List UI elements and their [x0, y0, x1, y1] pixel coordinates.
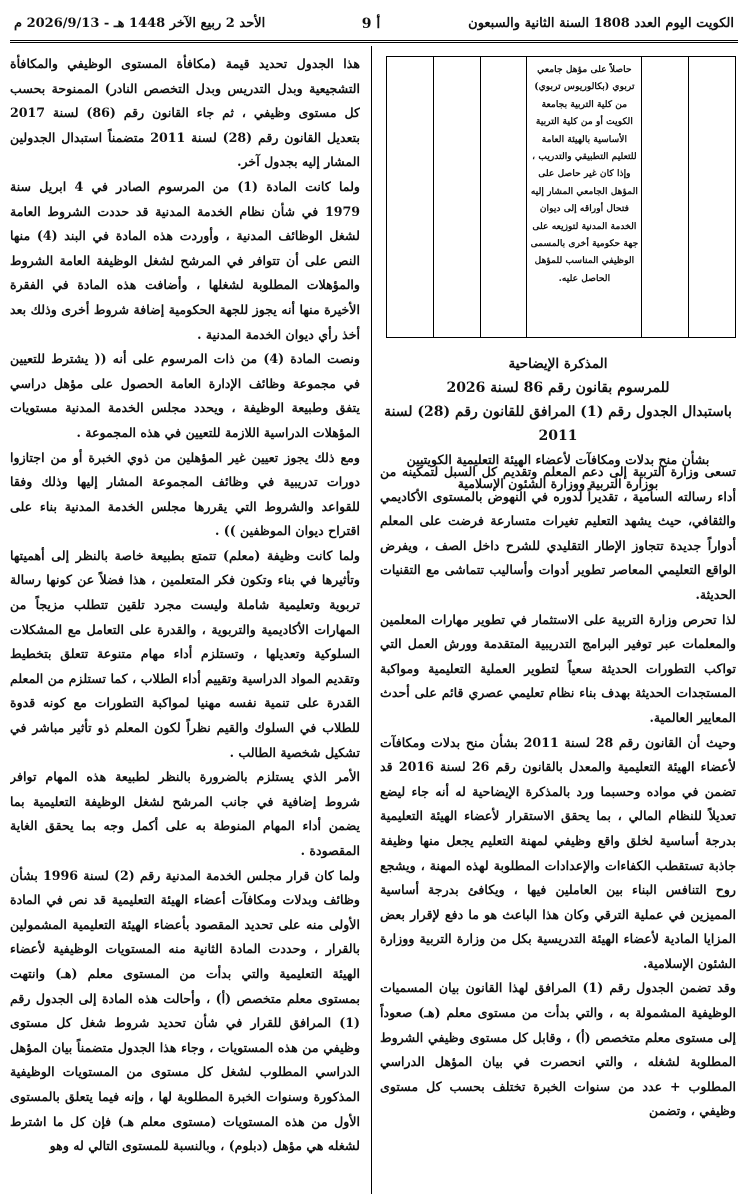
- table-cell: [689, 57, 736, 338]
- memo-law-title-1: باستبدال الجدول رقم (1) المرافق للقانون رقم (28) لسنة 2011: [384, 404, 732, 444]
- paragraph: لذا تحرص وزارة التربية على الاستثمار في تطوير مهارات المعلمين والمعلمات عبر توفير البرامج التدريبية المتقدمة وورش العمل التي تواكب التطورات الحديثة سعياً لتطوير العملية التعليمية ومواكبة المستجدات الحديثة بهدف بناء نظام تعليمي عصري قائم على أحدث المعايير العالمية.: [380, 611, 736, 725]
- paragraph: وقد تضمن الجدول رقم (1) المرافق لهذا القانون بيان المسميات الوظيفية المشمولة به ، والتي بدأت من مستوى معلم (هـ) صعوداً إلى مستوى معلم متخصص (أ) ، وقابل كل مستوى وظيفي الشروط المطلوبة لشغله ، والتي انحصرت في بيان المؤهل الدراسي المطلوب + عدد من سنوات الخبرة تختلف بحسب كل مستوى وظيفي ، وتضمن: [380, 980, 736, 1119]
- table-cell: [642, 57, 689, 338]
- page-header: [0, 0, 748, 44]
- table-cell: [387, 57, 434, 338]
- qualifications-table: [386, 56, 736, 338]
- right-column: [380, 52, 736, 1192]
- paragraph: ولما كان قرار مجلس الخدمة المدنية رقم (2) لسنة 1996 بشأن وظائف وبدلات ومكافآت أعضاء الهيئة التعليمية قد نص في المادة الأولى منه على تحديد المقصود بأعضاء الهيئة التعليمية المشمولين بالقرار ، وحددت المادة الثانية منه المستويات الوظيفية لأعضاء الهيئة التعليمية والتي بدأت من المستوى معلم (هـ) وانتهت بمستوى معلم متخصص (أ) ، وأحالت هذه المادة إلى الجدول رقم (1) المرافق للقرار في شأن تحديد شروط شغل كل مستوى وظيفي من هذه المستويات ، وجاء هذا الجدول متضمناً بيان المؤهل الدراسي المطلوب لشغل كل مستوى من المستويات الوظيفية المذكورة وسنوات الخبرة المطلوبة لها ، وإنه فيما يتعلق بالمستوى الأول من هذه المستويات (مستوى معلم هـ) فإن كل ما اشترط لشغله هي مؤهل (دبلوم) ، وبالنسبة للمستوى التالي له وهو: [10, 867, 360, 1154]
- paragraph: ولما كانت وظيفة (معلم) تتمتع بطبيعة خاصة بالنظر إلى أهميتها وتأثيرها في بناء وتكون فكر المتعلمين ، هذا فضلاً عن كونها رسالة تربوية وتعليمية شاملة وليست مجرد تلقين تتطلب مزيجاً من المهارات الأكاديمية والتربوية ، والقدرة على التعامل مع المشكلات السلوكية وتعديلها ، وتستلزم أداء مهام متنوعة تتعلق بتخطيط وتقديم المواد الدراسية وتقييم أداء الطلاب ، كما تستلزم من المعلم القدرة على تنمية نفسه مهنيا لمواكبة التطورات مع كونه قدوة للطلاب في السلوك والقيم نظراً لكون المعلم ذو تأثير مباشر في تشكيل شخصية الطالب .: [10, 547, 360, 760]
- memo-law-title-2: بشأن منح بدلات ومكافآت لأعضاء الهيئة التعليمية الكويتيين: [406, 452, 710, 467]
- table-cell: [433, 57, 480, 338]
- memo-body: [380, 460, 736, 1124]
- qualification-cell: حاصلاً على مؤهل جامعي تربوي (بكالوريوس تربوي) من كلية التربية بجامعة الكويت أو من كلية التربية الأساسية بالهيئة العامة للتعليم التطبيقي والتدريب ، وإذا كان غير حاصل على المؤهل الجامعي المشار إليه فتحال أوراقه إلى ديوان الخدمة المدنية لتوزيعه على جهة حكومية أخرى بالمسمى الوظيفي المناسب للمؤهل الحاصل عليه.: [527, 57, 642, 338]
- memo-law-title-3: بوزارة التربية ووزارة الشئون الإسلامية: [457, 476, 659, 491]
- newspaper-issue-info: الكويت اليوم العدد 1808 السنة الثانية والسبعون: [468, 16, 734, 31]
- issue-date: الأحد 2 ربيع الآخر 1448 هـ - 2026/9/13 م: [14, 16, 266, 31]
- table-cell: [480, 57, 527, 338]
- paragraph: وحيث أن القانون رقم 28 لسنة 2011 بشأن منح بدلات ومكافآت لأعضاء الهيئة التعليمية والمعدل بالقانون رقم 26 لسنة 2016 قد تضمن في مواده وحسبما ورد بالمذكرة الإيضاحية له أنه جاء ليضع تعديلاً للنظام المالي ، بما يحقق الاستقرار لأعضاء الهيئة التعليمية بدرجة أساسية لخلق واقع وظيفي لمهنة التعليم يجعل منها وظيفة جاذبة تستقطب الكفاءات والإعدادات المطلوبة لهذه المهنة ، ويشجع روح التنافس البناء بين العاملين فيها ، ويكافئ بدرجة أساسية المميزين في عملية الترقي وكان هذا الباعث هو ما دفع لإقرار بعض المزايا المادية لأعضاء الهيئة التدريسية بكل من وزارة التربية ووزارة الشئون الإسلامية.: [380, 734, 736, 971]
- table-row: [387, 57, 736, 338]
- paragraph: ونصت المادة (4) من ذات المرسوم على أنه (( يشترط للتعيين في مجموعة وظائف الإدارة العامة الحصول على مؤهل دراسي يتفق وطبيعة الوظيفة ، ويحدد مجلس الخدمة المدنية مستويات المؤهلات الدراسية اللازمة للتعيين في هذه المجموعة .: [10, 351, 360, 440]
- paragraph: الأمر الذي يستلزم بالضرورة بالنظر لطبيعة هذه المهام توافر شروط إضافية في جانب المرشح لشغل الوظيفة التعليمية بما يضمن أداء المهام المنوطة به على أكمل وجه بما يحقق الغاية المقصودة .: [10, 769, 360, 858]
- paragraph: ومع ذلك يجوز تعيين غير المؤهلين من ذوي الخبرة أو من اجتازوا دورات تدريبية في وظائف المجموعة المشار إليها وذلك وفقا للقواعد والشروط التي يقررها مجلس الخدمة المدنية بناء على اقتراح ديوان الموظفين )) .: [10, 449, 360, 539]
- header-rule: [10, 40, 738, 43]
- paragraph: هذا الجدول تحديد قيمة (مكافأة المستوى الوظيفي والمكافأة التشجيعية وبدل التدريس وبدل التخصص النادر) الممنوحة بحسب كل مستوى وظيفي ، ثم جاء القانون رقم (86) لسنة 2017 بتعديل القانون رقم (28) لسنة 2011 متضمناً استبدال الجدولين المشار إليه بجدول آخر.: [10, 56, 360, 170]
- page-number: أ 9: [361, 16, 381, 32]
- left-column: [10, 52, 360, 1192]
- paragraph: تسعى وزارة التربية إلى دعم المعلم وتقديم كل السبل لتمكينه من أداء رسالته السامية ، تقديراً لدوره في النهوض بالمستوى الأكاديمي والثقافي، حيث يشهد التعليم تغيرات متسارعة فرضت على المعلم أدواراً جديدة تتجاوز الإطار التقليدي للشرح داخل الصف ، ويفرض الواقع التعليمي المعاصر تطوير أدوات وأساليب تتماشى مع التقنيات الحديثة.: [380, 464, 736, 602]
- paragraph: ولما كانت المادة (1) من المرسوم الصادر في 4 ابريل سنة 1979 في شأن نظام الخدمة المدنية قد حددت الشروط العامة لشغل الوظائف المدنية ، وأوردت هذه المادة في البند (4) منها النص على أن تتوافر في المرشح لشغل الوظيفة العامة الشروط والمؤهلات المطلوبة لشغلها ، وأضافت هذه المادة في الفقرة الأخيرة منها أنه يجوز للجهة الحكومية إضافة شروط أخرى وذلك بعد أخذ رأي ديوان الخدمة المدنية .: [10, 178, 360, 342]
- column-divider: [371, 46, 372, 1194]
- memo-subtitle: للمرسوم بقانون رقم 86 لسنة 2026: [446, 380, 670, 396]
- memo-title: المذكرة الإيضاحية: [508, 356, 608, 372]
